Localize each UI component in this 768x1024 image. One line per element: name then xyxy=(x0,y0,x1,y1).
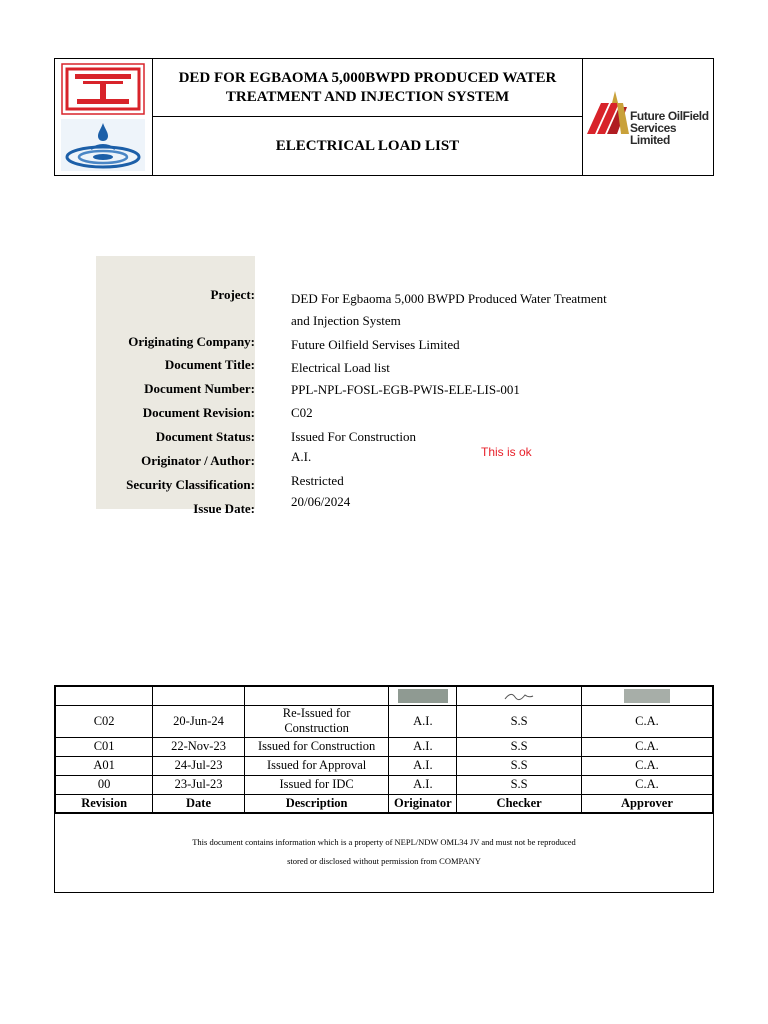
document-title-label: Document Title: xyxy=(164,357,255,372)
approver-header: Approver xyxy=(581,794,713,813)
signature-row xyxy=(55,686,713,705)
approver-cell: C.A. xyxy=(581,737,713,756)
document-header xyxy=(54,58,714,176)
project-value-line2: and Injection System xyxy=(291,313,401,328)
date-cell: 23-Jul-23 xyxy=(153,775,245,794)
project-title-line1: DED FOR EGBAOMA 5,000BWPD PRODUCED WATER xyxy=(178,69,557,86)
company-logo-red xyxy=(61,63,145,115)
revision-table xyxy=(54,685,714,814)
checker-cell: S.S xyxy=(457,756,582,775)
issue-date-value: 20/06/2024 xyxy=(291,494,351,509)
table-row xyxy=(55,705,713,737)
checker-signature xyxy=(457,686,582,705)
security-classification-value: Restricted xyxy=(291,473,344,488)
confidentiality-notice xyxy=(54,814,714,893)
revision-cell: C02 xyxy=(55,705,153,737)
revision-cell: C01 xyxy=(55,737,153,756)
document-status-value: Issued For Construction xyxy=(291,429,416,444)
issue-date-label: Issue Date: xyxy=(193,501,255,516)
future-oilfield-logo xyxy=(583,59,713,175)
signature-icon xyxy=(398,689,448,703)
table-cell xyxy=(153,686,245,705)
description-header: Description xyxy=(244,794,389,813)
brand-name-line1: Future OilField xyxy=(630,109,709,123)
water-drop-logo xyxy=(61,119,145,171)
approver-cell: C.A. xyxy=(581,705,713,737)
signature-icon xyxy=(624,689,670,703)
originator-cell: A.I. xyxy=(389,737,457,756)
table-row xyxy=(55,756,713,775)
description-cell: Issued for IDC xyxy=(244,775,389,794)
document-number-value: PPL-NPL-FOSL-EGB-PWIS-ELE-LIS-001 xyxy=(291,382,520,397)
approver-cell: C.A. xyxy=(581,775,713,794)
document-revision-value: C02 xyxy=(291,405,313,420)
originator-value: A.I. xyxy=(291,449,312,464)
checker-cell: S.S xyxy=(457,705,582,737)
document-status-label: Document Status: xyxy=(155,429,255,444)
originator-cell: A.I. xyxy=(389,775,457,794)
table-row xyxy=(55,775,713,794)
document-revision-label: Document Revision: xyxy=(142,405,255,420)
table-row xyxy=(55,737,713,756)
originating-company-value: Future Oilfield Servises Limited xyxy=(291,337,460,352)
checker-header: Checker xyxy=(457,794,582,813)
document-number-label: Document Number: xyxy=(144,381,255,396)
checker-cell: S.S xyxy=(457,775,582,794)
brand-name-line2: Services Limited xyxy=(630,121,677,147)
project-title xyxy=(153,59,582,117)
description-cell: Issued for Approval xyxy=(244,756,389,775)
originator-cell: A.I. xyxy=(389,756,457,775)
header-titles xyxy=(153,59,583,175)
signature-icon xyxy=(499,689,539,703)
revision-cell: 00 xyxy=(55,775,153,794)
table-cell xyxy=(55,686,153,705)
project-label: Project: xyxy=(210,287,255,302)
date-cell: 24-Jul-23 xyxy=(153,756,245,775)
revision-cell: A01 xyxy=(55,756,153,775)
notice-line1: This document contains information which is a property of NEPL/NDW OML34 JV and must not be reproduced xyxy=(192,837,576,847)
project-title-line2: TREATMENT AND INJECTION SYSTEM xyxy=(225,88,510,105)
date-cell: 22-Nov-23 xyxy=(153,737,245,756)
date-header: Date xyxy=(153,794,245,813)
review-note: This is ok xyxy=(481,445,532,459)
document-type: ELECTRICAL LOAD LIST xyxy=(275,137,460,154)
approver-cell: C.A. xyxy=(581,756,713,775)
document-title-value: Electrical Load list xyxy=(291,360,390,375)
description-cell xyxy=(244,705,389,737)
description-line1: Re-Issued for xyxy=(282,706,351,720)
brand-mark-icon xyxy=(587,89,631,135)
originator-header: Originator xyxy=(389,794,457,813)
checker-cell: S.S xyxy=(457,737,582,756)
description-cell: Issued for Construction xyxy=(244,737,389,756)
approver-signature xyxy=(581,686,713,705)
notice-line2: stored or disclosed without permission from COMPANY xyxy=(287,856,481,866)
revision-header: Revision xyxy=(55,794,153,813)
project-value-line1: DED For Egbaoma 5,000 BWPD Produced Water Treatment xyxy=(291,291,607,306)
originator-label: Originator / Author: xyxy=(141,453,255,468)
table-cell xyxy=(244,686,389,705)
date-cell: 20-Jun-24 xyxy=(153,705,245,737)
table-header-row xyxy=(55,794,713,813)
brand-name xyxy=(630,110,713,146)
client-logos xyxy=(55,59,153,175)
originator-cell: A.I. xyxy=(389,705,457,737)
originator-signature xyxy=(389,686,457,705)
description-line2: Construction xyxy=(284,721,349,735)
originating-company-label: Originating Company: xyxy=(128,334,255,349)
security-classification-label: Security Classification: xyxy=(126,477,255,492)
